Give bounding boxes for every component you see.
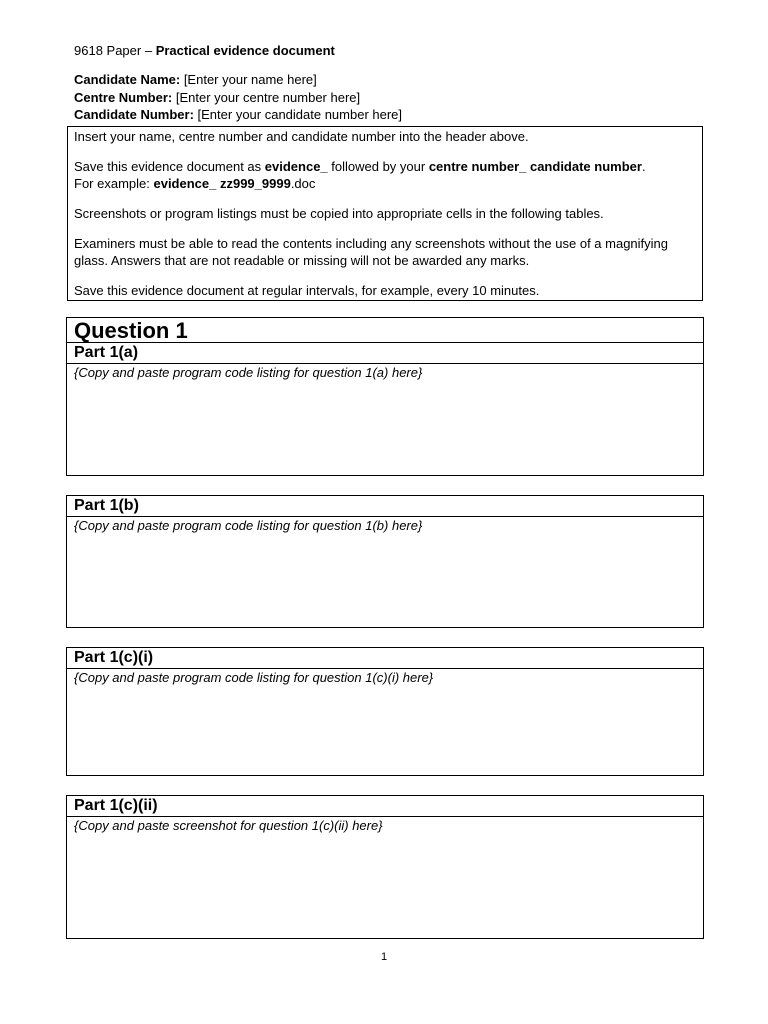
instruction-text: For example:: [74, 176, 154, 191]
candidate-number-field[interactable]: [Enter your candidate number here]: [193, 107, 403, 122]
centre-number-label: Centre Number:: [74, 90, 173, 105]
document-header: [74, 43, 335, 58]
question-1-part-b-table: [66, 495, 704, 628]
part-title: Part 1(c)(i): [67, 648, 703, 669]
part-title: Part 1(c)(ii): [67, 796, 703, 817]
instruction-text: followed by your: [327, 159, 429, 174]
candidate-number-line: [74, 107, 402, 122]
answer-cell-1a[interactable]: {Copy and paste program code listing for question 1(a) here}: [74, 365, 423, 380]
candidate-name-field[interactable]: [Enter your name here]: [180, 72, 317, 87]
instruction-bold: evidence_: [264, 159, 328, 174]
instruction-example-filename: evidence_ zz999_9999: [153, 176, 291, 191]
centre-number-field[interactable]: [Enter your centre number here]: [172, 90, 361, 105]
instruction-save-as: [74, 158, 696, 192]
paper-code: 9618 Paper –: [74, 43, 156, 58]
question-1-part-ci-table: [66, 647, 704, 776]
instruction-text: Save this evidence document as: [74, 159, 265, 174]
instruction-screenshots: Screenshots or program listings must be copied into appropriate cells in the following tables.: [74, 206, 604, 221]
candidate-name-line: [74, 72, 317, 87]
document-title: Practical evidence document: [155, 43, 335, 58]
instruction-readability: Examiners must be able to read the contents including any screenshots without the use of a magnifying glass. Answers that are not readable or missing will not be awarded any marks.: [74, 236, 669, 268]
centre-number-line: [74, 90, 360, 105]
instruction-text: .: [641, 159, 646, 174]
page-number: 1: [380, 951, 388, 963]
part-title: Part 1(a): [67, 343, 703, 364]
part-title: Part 1(b): [67, 496, 703, 517]
answer-cell-1ci[interactable]: {Copy and paste program code listing for question 1(c)(i) here}: [74, 670, 434, 685]
question-1-part-a-table: [66, 317, 704, 476]
candidate-number-label: Candidate Number:: [74, 107, 194, 122]
instruction-save-interval: Save this evidence document at regular intervals, for example, every 10 minutes.: [74, 283, 540, 298]
instruction-bold: centre number_ candidate number: [428, 159, 642, 174]
candidate-name-label: Candidate Name:: [74, 72, 181, 87]
instruction-header: Insert your name, centre number and candidate number into the header above.: [74, 129, 529, 144]
answer-cell-1cii[interactable]: {Copy and paste screenshot for question 1(c)(ii) here}: [74, 818, 383, 833]
answer-cell-1b[interactable]: {Copy and paste program code listing for question 1(b) here}: [74, 518, 423, 533]
question-1-part-cii-table: [66, 795, 704, 939]
instructions-box: [67, 126, 703, 301]
instruction-text: .doc: [290, 176, 316, 191]
question-title: Question 1: [67, 318, 703, 343]
